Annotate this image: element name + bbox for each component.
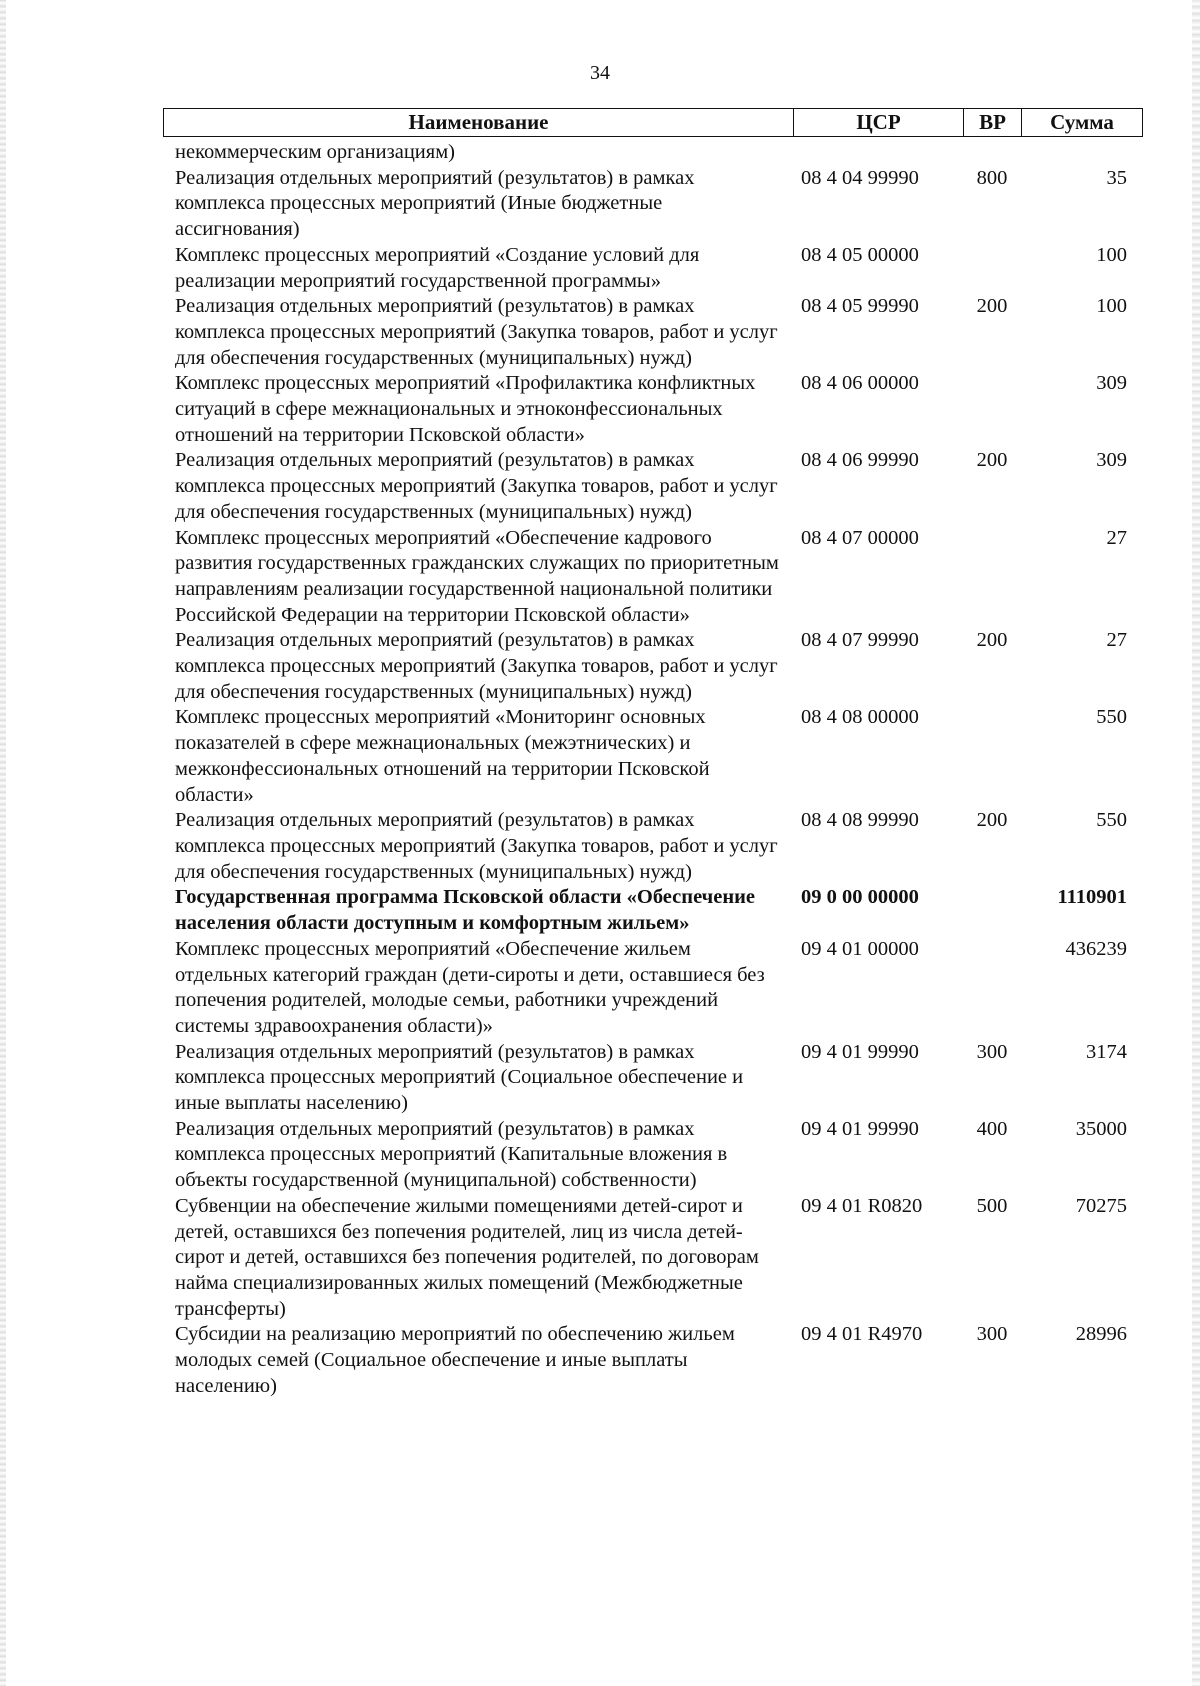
row-vr-cell xyxy=(963,243,1021,294)
row-csr-cell: 08 4 05 99990 xyxy=(801,295,919,318)
row-sum-cell: 35000 xyxy=(1075,1117,1127,1140)
row-name-cell: Реализация отдельных мероприятий (результатов) в рамках комплекса процессных мероприятий (Закупка товаров, работ и услуг для обеспечения государственных (муниципальных) нужд) xyxy=(175,449,778,523)
row-vr-cell xyxy=(963,371,1021,448)
header-name: Наименование xyxy=(164,109,794,136)
row-name-cell: Комплекс процессных мероприятий «Профилактика конфликтных ситуаций в сфере межнациональных и этноконфессиональных отношений на территории Псковской области» xyxy=(175,372,756,446)
row-name-cell: Реализация отдельных мероприятий (результатов) в рамках комплекса процессных мероприятий (Закупка товаров, работ и услуг для обеспечения государственных (муниципальных) нужд) xyxy=(175,629,778,703)
row-csr-cell: 09 4 01 R4970 xyxy=(801,1323,923,1346)
row-vr-cell xyxy=(963,140,1021,166)
row-vr-cell: 200 xyxy=(976,629,1008,652)
table-row xyxy=(163,371,1143,448)
table-row xyxy=(163,243,1143,294)
table-row xyxy=(163,448,1143,525)
row-csr-cell: 08 4 07 00000 xyxy=(801,526,919,549)
row-csr-cell xyxy=(783,140,963,166)
row-sum-cell: 27 xyxy=(1106,629,1127,652)
table-row xyxy=(163,885,1143,936)
row-csr-cell: 08 4 08 00000 xyxy=(801,706,919,729)
row-sum-cell: 550 xyxy=(1096,706,1127,729)
row-vr-cell: 800 xyxy=(976,166,1008,189)
row-sum-cell: 309 xyxy=(1096,449,1127,472)
row-vr-cell xyxy=(963,526,1021,629)
row-vr-cell: 500 xyxy=(976,1194,1008,1217)
row-vr-cell: 300 xyxy=(976,1040,1008,1063)
row-sum-cell: 70275 xyxy=(1075,1194,1127,1217)
row-name-cell: Комплекс процессных мероприятий «Обеспечение жильем отдельных категорий граждан (дети-сироты и дети, оставшиеся без попечения родителей, молодые семьи, работники учреждений системы здравоохранения области)» xyxy=(175,937,765,1037)
table-row xyxy=(163,140,1143,166)
table-row xyxy=(163,166,1143,243)
row-vr-cell: 200 xyxy=(976,449,1008,472)
header-sum: Сумма xyxy=(1050,110,1114,134)
row-name-cell: Комплекс процессных мероприятий «Мониторинг основных показателей в сфере межнациональных (межэтнических) и межконфессиональных отношений на территории Псковской области» xyxy=(175,706,710,806)
row-name-cell: Государственная программа Псковской области «Обеспечение населения области доступным и комфортным жильем» xyxy=(175,886,756,935)
row-sum-cell: 309 xyxy=(1096,372,1127,395)
row-vr-cell xyxy=(963,937,1021,1040)
row-name-cell: Реализация отдельных мероприятий (результатов) в рамках комплекса процессных мероприятий (Закупка товаров, работ и услуг для обеспечения государственных (муниципальных) нужд) xyxy=(175,809,778,883)
table-row xyxy=(163,526,1143,629)
row-csr-cell: 09 4 01 00000 xyxy=(801,937,919,960)
row-sum-cell xyxy=(1021,140,1143,166)
table-header xyxy=(163,108,1143,137)
row-vr-cell: 300 xyxy=(976,1323,1008,1346)
row-name-cell: некоммерческим организациям) xyxy=(175,141,455,163)
row-sum-cell: 100 xyxy=(1096,295,1127,318)
table-row xyxy=(163,1117,1143,1194)
row-sum-cell: 1110901 xyxy=(1057,886,1127,909)
table-row xyxy=(163,1040,1143,1117)
row-vr-cell xyxy=(963,705,1021,808)
row-sum-cell: 27 xyxy=(1106,526,1127,549)
header-vr: ВР xyxy=(964,109,1022,136)
row-csr-cell: 09 4 01 99990 xyxy=(801,1040,919,1063)
table-row xyxy=(163,1194,1143,1323)
row-sum-cell: 28996 xyxy=(1075,1323,1127,1346)
row-name-cell: Реализация отдельных мероприятий (результатов) в рамках комплекса процессных мероприятий (Иные бюджетные ассигнования) xyxy=(175,166,695,241)
row-csr-cell: 09 4 01 R0820 xyxy=(801,1194,923,1217)
row-csr-cell: 08 4 05 00000 xyxy=(801,243,919,266)
row-sum-cell: 436239 xyxy=(1065,937,1127,960)
row-name-cell: Комплекс процессных мероприятий «Обеспечение кадрового развития государственных гражданских служащих по приоритетным направлениям реализации государственной национальной политики Российской Федерации на территории Псковской области» xyxy=(175,526,779,626)
table-row xyxy=(163,628,1143,705)
row-csr-cell: 08 4 07 99990 xyxy=(801,629,919,652)
row-name-cell: Реализация отдельных мероприятий (результатов) в рамках комплекса процессных мероприятий (Закупка товаров, работ и услуг для обеспечения государственных (муниципальных) нужд) xyxy=(175,295,778,369)
row-vr-cell: 200 xyxy=(976,809,1008,832)
row-csr-cell: 08 4 06 00000 xyxy=(801,372,919,395)
scan-edge-left xyxy=(0,0,6,1686)
row-sum-cell: 550 xyxy=(1096,809,1127,832)
row-vr-cell: 200 xyxy=(976,295,1008,318)
row-csr-cell: 09 4 01 99990 xyxy=(801,1117,919,1140)
row-name-cell: Комплекс процессных мероприятий «Создание условий для реализации мероприятий государственной программы» xyxy=(175,243,700,292)
budget-table xyxy=(163,108,1143,1399)
table-row xyxy=(163,937,1143,1040)
table-row xyxy=(163,1322,1143,1399)
table-row xyxy=(163,705,1143,808)
header-csr: ЦСР xyxy=(794,109,964,136)
row-vr-cell xyxy=(963,885,1021,936)
row-sum-cell: 3174 xyxy=(1086,1040,1127,1063)
table-body xyxy=(163,140,1143,1399)
table-row xyxy=(163,808,1143,885)
page-number: 34 xyxy=(590,62,610,84)
row-name-cell: Субвенции на обеспечение жилыми помещениями детей-сирот и детей, оставшихся без попечения родителей, лиц из числа детей-сирот и детей, оставшихся без попечения родителей, по договорам найма специализированных жилых помещений (Межбюджетные трансферты) xyxy=(175,1194,759,1320)
row-csr-cell: 08 4 06 99990 xyxy=(801,449,919,472)
row-name-cell: Субсидии на реализацию мероприятий по обеспечению жильем молодых семей (Социальное обеспечение и иные выплаты населению) xyxy=(175,1323,735,1397)
row-csr-cell: 08 4 08 99990 xyxy=(801,809,919,832)
row-csr-cell: 09 0 00 00000 xyxy=(801,886,919,909)
row-vr-cell: 400 xyxy=(976,1117,1008,1140)
row-name-cell: Реализация отдельных мероприятий (результатов) в рамках комплекса процессных мероприятий (Социальное обеспечение и иные выплаты населению) xyxy=(175,1040,744,1115)
row-name-cell: Реализация отдельных мероприятий (результатов) в рамках комплекса процессных мероприятий (Капитальные вложения в объекты государственной (муниципальной) собственности) xyxy=(175,1117,728,1192)
row-sum-cell: 100 xyxy=(1096,243,1127,266)
row-sum-cell: 35 xyxy=(1106,166,1127,189)
row-csr-cell: 08 4 04 99990 xyxy=(801,166,919,189)
scan-edge-right xyxy=(1192,0,1200,1686)
table-row xyxy=(163,294,1143,371)
